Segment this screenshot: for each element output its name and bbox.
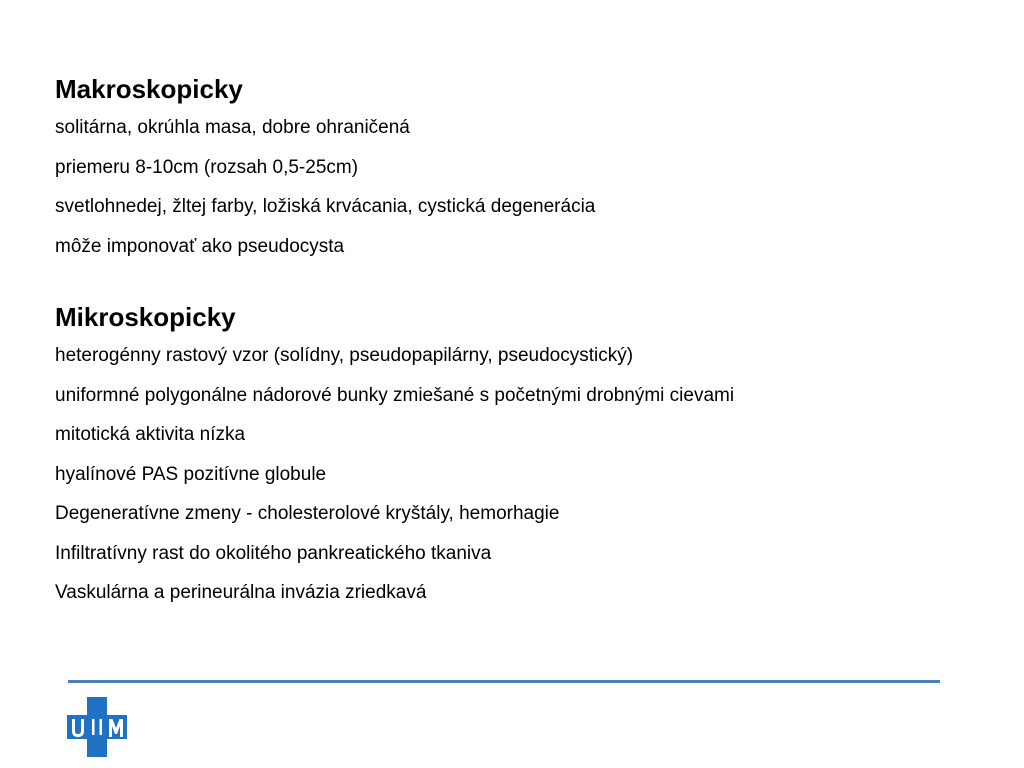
- heading-macroscopic: Makroskopicky: [55, 74, 243, 104]
- macro-line: priemeru 8-10cm (rozsah 0,5-25cm): [55, 156, 359, 178]
- footer-divider: [68, 680, 940, 683]
- heading-microscopic: Mikroskopicky: [55, 302, 236, 332]
- micro-line: heterogénny rastový vzor (solídny, pseudopapilárny, pseudocystický): [55, 345, 634, 366]
- macro-line: solitárna, okrúhla masa, dobre ohraničená: [55, 117, 410, 138]
- micro-line: Infiltratívny rast do okolitého pankreatického tkaniva: [55, 542, 492, 564]
- macro-line: svetlohnedej, žltej farby, ložiská krvácania, cystická degenerácia: [55, 196, 596, 217]
- university-cross-logo-icon: [67, 697, 127, 757]
- section-macroscopic: [55, 70, 995, 266]
- micro-line: Vaskulárna a perineurálna invázia zriedkavá: [55, 582, 427, 603]
- micro-line: Degeneratívne zmeny - cholesterolové kryštály, hemorhagie: [55, 503, 560, 524]
- micro-line: hyalínové PAS pozitívne globule: [55, 463, 327, 485]
- macro-line: môže imponovať ako pseudocysta: [55, 235, 345, 257]
- micro-line: uniformné polygonálne nádorové bunky zmiešané s početnými drobnými cievami: [55, 384, 735, 406]
- micro-line: mitotická aktivita nízka: [55, 424, 246, 445]
- slide-content: [55, 70, 995, 613]
- section-microscopic: [55, 298, 995, 613]
